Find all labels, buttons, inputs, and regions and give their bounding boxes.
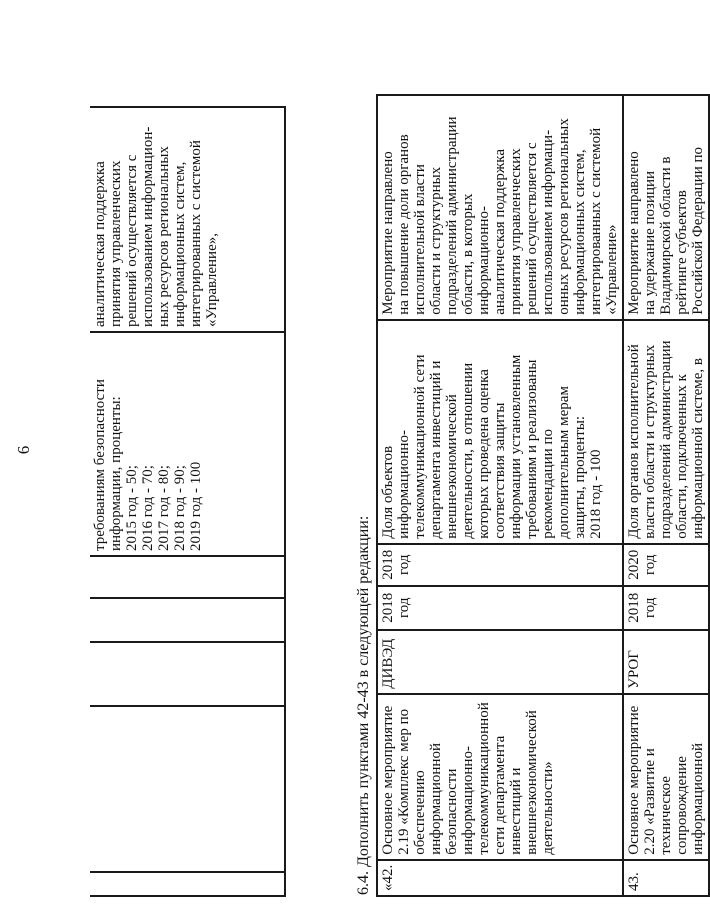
- measure-name: [623, 694, 709, 860]
- table-row-43: [623, 95, 709, 896]
- measure-cell: [90, 706, 285, 872]
- executor-cell: [90, 642, 285, 706]
- indicator-text: Доля объектов информационно- телекоммуникационной сети департамента инвестиций и внешнеэкономической деятельности, в отношении которых проведена оценка соответствия защиты информации установленным требованиям и реализованы рекомендации по дополнительным мерам защиты, проценты: 2018 год - 100: [380, 354, 604, 539]
- result-text: Мероприятие направлено на удержание позиции Владимирской области в рейтинге субъектов Российской Федерации по: [626, 146, 706, 315]
- executor: УРОГ: [623, 630, 709, 694]
- measure-text: Основное мероприятие 2.20 «Развитие и техническое сопровождение информационной: [626, 705, 706, 855]
- end-cell: [90, 556, 285, 598]
- measure-name: [377, 694, 623, 860]
- start-year: [377, 586, 623, 630]
- start-year-text: 2018 год: [626, 592, 658, 623]
- start-year-text: 2018 год: [380, 592, 412, 623]
- measure-text: Основное мероприятие 2.19 «Комплекс мер по обеспечению информационной безопасности информационно- телекоммуникационной сети департамента инвестиций и внешнеэкономической деятельности»: [380, 702, 556, 855]
- end-year-text: 2018 год: [380, 549, 412, 580]
- page-number: 6: [14, 445, 33, 455]
- indicator-text: Доля органов исполнительной власти области и структурных подразделений администрации области, подключенных к информационной системе, в: [626, 340, 706, 539]
- indicator: [377, 320, 623, 544]
- end-year: [623, 544, 709, 586]
- indicator-cell: [90, 332, 285, 556]
- start-cell: [90, 598, 285, 642]
- row-number: «42.: [377, 860, 623, 896]
- result-cell: [90, 107, 285, 332]
- expected-result: [377, 95, 623, 320]
- table-row-42: [377, 95, 623, 896]
- program-measures-table: [376, 94, 710, 897]
- executor: ДИВЭД: [377, 630, 623, 694]
- indicator-text: требованиям безопасности информации, проценты: 2015 год - 50; 2016 год - 70; 2017 год - 80; 2018 год - 90; 2019 год - 100: [92, 379, 204, 551]
- start-year: [623, 586, 709, 630]
- continuation-row: [90, 107, 285, 896]
- expected-result: [623, 95, 709, 320]
- end-year: [377, 544, 623, 586]
- number-cell: [90, 872, 285, 896]
- result-text: Мероприятие направлено на повышение доли органов исполнительной власти области и структурных подразделений администрации области, в которых информационно- аналитическая поддержка принятия управленческих решений осуществляется с использованием информаци- онных ресурсов региональных информационных систем, интегрированных с системой «Управление»: [380, 116, 620, 315]
- indicator: [623, 320, 709, 544]
- continuation-table: [90, 106, 286, 897]
- row-number: 43.: [623, 860, 709, 896]
- end-year-text: 2020 год: [626, 549, 658, 580]
- result-text: аналитическая поддержка принятия управленческих решений осуществляется с использованием информацион- ных ресурсов региональных информационных систем, интегрированных с системой «Управление»,: [92, 126, 220, 327]
- amendment-caption: 6.4. Дополнить пунктами 42-43 в следующей редакции:: [355, 515, 372, 895]
